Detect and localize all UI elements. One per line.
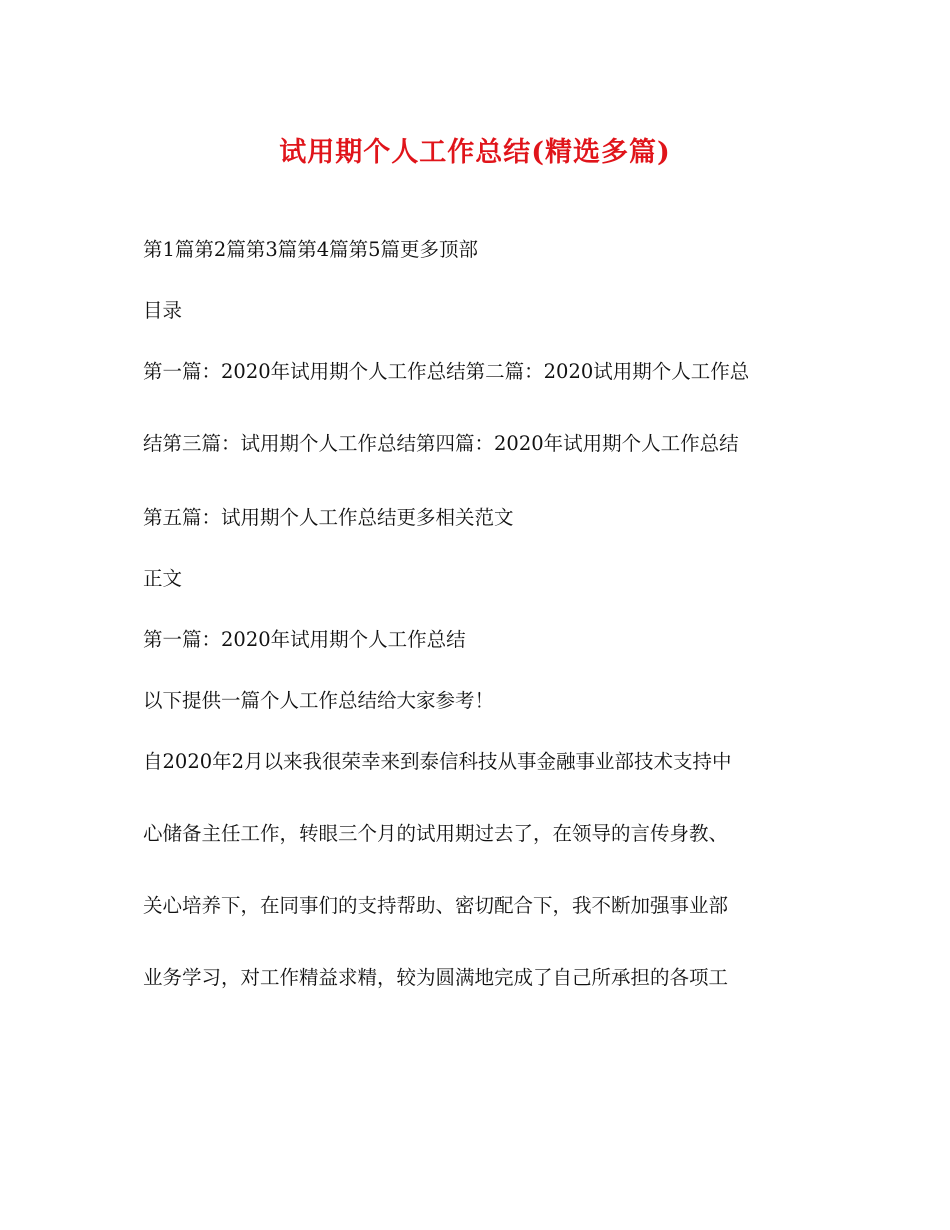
section-title: 第一篇：2020年试用期个人工作总结 (143, 628, 466, 651)
paragraph-line: 自2020年2月以来我很荣幸来到泰信科技从事金融事业部技术支持中 (143, 750, 732, 773)
document-title: 试用期个人工作总结(精选多篇) (279, 137, 671, 168)
intro-text: 以下提供一篇个人工作总结给大家参考！ (143, 689, 495, 712)
toc-line: 结第三篇：试用期个人工作总结第四篇：2020年试用期个人工作总结 (143, 432, 739, 455)
paragraph-line: 关心培养下，在同事们的支持帮助、密切配合下，我不断加强事业部 (143, 894, 729, 917)
chapter-nav: 第1篇第2篇第3篇第4篇第5篇更多顶部 (143, 238, 479, 261)
toc-line: 第五篇：试用期个人工作总结更多相关范文 (143, 506, 514, 529)
toc-line: 第一篇：2020年试用期个人工作总结第二篇：2020试用期个人工作总 (143, 360, 750, 383)
paragraph-line: 心储备主任工作，转眼三个月的试用期过去了，在领导的言传身教、 (143, 822, 729, 845)
paragraph-line: 业务学习，对工作精益求精，较为圆满地完成了自己所承担的各项工 (143, 966, 729, 989)
toc-heading: 目录 (143, 299, 183, 322)
body-heading: 正文 (143, 567, 183, 590)
